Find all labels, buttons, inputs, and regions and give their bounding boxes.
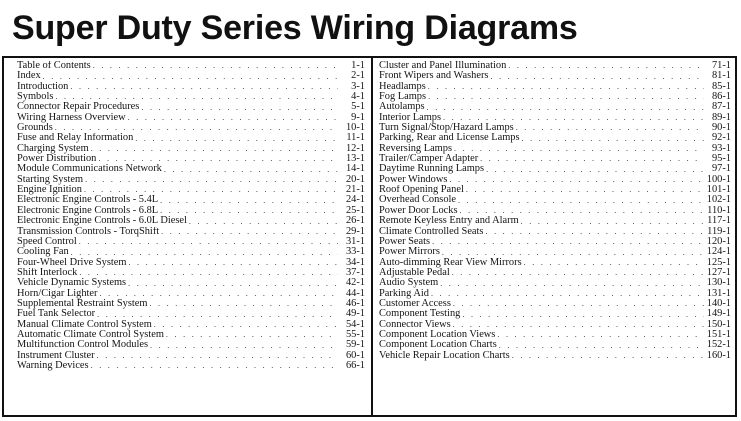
toc-leader-dots xyxy=(454,144,704,154)
toc-entry-title: Automatic Climate Control System xyxy=(17,329,164,340)
toc-entry-page: 12-1 xyxy=(345,143,365,154)
toc-entry-page: 20-1 xyxy=(345,174,365,185)
toc-entry[interactable] xyxy=(17,227,365,237)
toc-entry-title: Interior Lamps xyxy=(379,112,442,123)
toc-entry[interactable] xyxy=(17,278,365,288)
toc-leader-dots xyxy=(466,185,704,195)
toc-leader-dots xyxy=(160,206,338,216)
toc-entry-page: 33-1 xyxy=(345,247,365,258)
toc-entry-page: 3-1 xyxy=(351,81,365,92)
toc-entry[interactable] xyxy=(17,82,365,92)
toc-entry-page: 120-1 xyxy=(706,236,731,247)
toc-entry-title: Adjustable Pedal xyxy=(379,267,450,278)
toc-entry[interactable] xyxy=(17,133,365,143)
toc-entry-title: Power Door Locks xyxy=(379,205,458,216)
toc-entry-title: Instrument Cluster xyxy=(17,350,95,361)
toc-entry[interactable] xyxy=(17,185,365,195)
toc-entry[interactable] xyxy=(17,247,365,257)
toc-entry-page: 11-1 xyxy=(346,133,365,144)
toc-entry-title: Auto-dimming Rear View Mirrors xyxy=(379,257,522,268)
toc-entry-title: Electronic Engine Controls - 5.4L xyxy=(17,195,159,206)
toc-entry-page: 90-1 xyxy=(711,123,731,134)
toc-leader-dots xyxy=(128,279,338,289)
toc-leader-dots xyxy=(71,248,338,258)
toc-entry-page: 29-1 xyxy=(345,226,365,237)
toc-entry[interactable] xyxy=(379,154,731,164)
toc-entry-title: Horn/Cigar Lighter xyxy=(17,288,98,299)
toc-entry[interactable] xyxy=(17,268,365,278)
toc-entry-page: 31-1 xyxy=(345,236,365,247)
toc-entry-page: 127-1 xyxy=(706,267,731,278)
toc-entry[interactable] xyxy=(379,309,731,319)
toc-entry[interactable] xyxy=(17,320,365,330)
toc-leader-dots xyxy=(508,61,704,71)
toc-leader-dots xyxy=(161,227,338,237)
toc-entry-title: Connector Repair Procedures xyxy=(17,102,140,113)
toc-leader-dots xyxy=(516,123,704,133)
toc-entry[interactable] xyxy=(379,71,731,81)
toc-leader-dots xyxy=(443,113,704,123)
toc-entry-title: Remote Keyless Entry and Alarm xyxy=(379,216,519,227)
toc-leader-dots xyxy=(497,330,703,340)
toc-entry-page: 160-1 xyxy=(706,350,731,361)
toc-entry-title: Multifunction Control Modules xyxy=(17,340,149,351)
toc-entry[interactable] xyxy=(379,92,731,102)
toc-leader-dots xyxy=(499,341,704,351)
toc-entry-page: 95-1 xyxy=(711,154,731,165)
toc-entry-page: 93-1 xyxy=(711,143,731,154)
toc-leader-dots xyxy=(150,341,338,351)
toc-entry-title: Parking, Rear and License Lamps xyxy=(379,133,520,144)
toc-entry[interactable] xyxy=(17,102,365,112)
toc-leader-dots xyxy=(442,248,704,258)
toc-entry-title: Fog Lamps xyxy=(379,92,427,103)
toc-entry[interactable] xyxy=(17,216,365,226)
toc-entry[interactable] xyxy=(379,227,731,237)
toc-entry-page: 85-1 xyxy=(711,81,731,92)
toc-entry[interactable] xyxy=(379,351,731,361)
toc-entry-page: 102-1 xyxy=(706,195,731,206)
toc-entry-title: Turn Signal/Stop/Hazard Lamps xyxy=(379,123,514,134)
toc-entry-page: 101-1 xyxy=(706,185,731,196)
column-divider xyxy=(371,58,373,415)
toc-leader-dots xyxy=(490,72,704,82)
toc-entry-title: Grounds xyxy=(17,123,53,134)
toc-entry[interactable] xyxy=(379,82,731,92)
toc-leader-dots xyxy=(485,227,704,237)
toc-leader-dots xyxy=(160,196,338,206)
toc-entry-title: Autolamps xyxy=(379,102,425,113)
toc-entry-page: 42-1 xyxy=(345,278,365,289)
toc-entry[interactable] xyxy=(379,216,731,226)
toc-right-column xyxy=(379,61,731,361)
toc-entry-title: Component Testing xyxy=(379,309,461,320)
toc-entry-page: 117-1 xyxy=(707,216,731,227)
toc-leader-dots xyxy=(98,154,338,164)
toc-entry-title: Fuse and Relay Information xyxy=(17,133,134,144)
toc-entry-title: Daytime Running Lamps xyxy=(379,164,485,175)
toc-leader-dots xyxy=(449,175,703,185)
toc-entry-title: Introduction xyxy=(17,81,69,92)
toc-leader-dots xyxy=(149,299,338,309)
toc-entry[interactable] xyxy=(17,299,365,309)
toc-entry-page: 54-1 xyxy=(345,319,365,330)
toc-entry-page: 124-1 xyxy=(706,247,731,258)
toc-entry-page: 151-1 xyxy=(706,329,731,340)
toc-entry[interactable] xyxy=(17,113,365,123)
toc-entry-page: 152-1 xyxy=(706,340,731,351)
toc-entry-page: 97-1 xyxy=(711,164,731,175)
toc-entry[interactable] xyxy=(17,195,365,205)
toc-entry[interactable] xyxy=(379,268,731,278)
toc-leader-dots xyxy=(141,103,338,113)
toc-leader-dots xyxy=(453,320,704,330)
toc-leader-dots xyxy=(432,237,704,247)
toc-entry-page: 140-1 xyxy=(706,298,731,309)
toc-entry-title: Overhead Console xyxy=(379,195,457,206)
toc-entry[interactable] xyxy=(17,340,365,350)
toc-left-column xyxy=(17,61,365,371)
toc-entry[interactable] xyxy=(379,258,731,268)
toc-leader-dots xyxy=(97,351,338,361)
toc-entry[interactable] xyxy=(17,237,365,247)
toc-leader-dots xyxy=(43,72,338,82)
toc-leader-dots xyxy=(154,320,338,330)
toc-entry-title: Supplemental Restraint System xyxy=(17,298,148,309)
toc-entry-title: Trailer/Camper Adapter xyxy=(379,154,479,165)
toc-entry-title: Headlamps xyxy=(379,81,426,92)
toc-entry-title: Engine Ignition xyxy=(17,185,82,196)
toc-leader-dots xyxy=(428,82,704,92)
toc-entry[interactable] xyxy=(379,102,731,112)
toc-leader-dots xyxy=(462,310,703,320)
toc-entry-page: 37-1 xyxy=(345,267,365,278)
toc-entry-page: 1-1 xyxy=(351,61,365,71)
toc-entry-title: Wiring Harness Overview xyxy=(17,112,126,123)
toc-entry-page: 14-1 xyxy=(345,164,365,175)
toc-entry[interactable] xyxy=(379,113,731,123)
toc-entry-page: 86-1 xyxy=(711,92,731,103)
toc-entry-title: Customer Access xyxy=(379,298,451,309)
toc-entry-title: Power Windows xyxy=(379,174,448,185)
toc-leader-dots xyxy=(524,258,704,268)
toc-entry[interactable] xyxy=(17,61,365,71)
toc-leader-dots xyxy=(428,92,704,102)
toc-entry-page: 21-1 xyxy=(345,185,365,196)
toc-leader-dots xyxy=(91,144,338,154)
toc-leader-dots xyxy=(55,123,338,133)
toc-leader-dots xyxy=(480,154,704,164)
toc-leader-dots xyxy=(189,217,338,227)
toc-entry[interactable] xyxy=(379,144,731,154)
toc-entry-page: 26-1 xyxy=(345,216,365,227)
toc-entry[interactable] xyxy=(17,351,365,361)
toc-entry[interactable] xyxy=(17,123,365,133)
toc-entry[interactable] xyxy=(379,299,731,309)
toc-entry-page: 131-1 xyxy=(706,288,731,299)
toc-leader-dots xyxy=(97,310,338,320)
toc-entry[interactable] xyxy=(379,330,731,340)
toc-leader-dots xyxy=(100,289,338,299)
toc-entry-title: Vehicle Dynamic Systems xyxy=(17,278,127,289)
toc-entry-title: Vehicle Repair Location Charts xyxy=(379,350,510,361)
toc-entry[interactable] xyxy=(379,237,731,247)
toc-entry-page: 119-1 xyxy=(707,226,731,237)
toc-entry-page: 24-1 xyxy=(345,195,365,206)
toc-entry-page: 125-1 xyxy=(706,257,731,268)
toc-entry-title: Reversing Lamps xyxy=(379,143,453,154)
toc-leader-dots xyxy=(427,103,704,113)
toc-entry-title: Component Location Charts xyxy=(379,340,497,351)
toc-leader-dots xyxy=(84,185,338,195)
page-title: Super Duty Series Wiring Diagrams xyxy=(12,9,578,47)
toc-entry[interactable] xyxy=(17,144,365,154)
toc-entry[interactable] xyxy=(17,175,365,185)
toc-entry[interactable] xyxy=(379,164,731,174)
toc-entry-title: Fuel Tank Selector xyxy=(17,309,96,320)
toc-entry-title: Power Distribution xyxy=(17,154,97,165)
toc-entry-title: Front Wipers and Washers xyxy=(379,71,489,82)
toc-entry-page: 2-1 xyxy=(351,71,365,82)
toc-entry-page: 25-1 xyxy=(345,205,365,216)
toc-entry[interactable] xyxy=(379,289,731,299)
toc-leader-dots xyxy=(431,289,704,299)
toc-entry-title: Index xyxy=(17,71,41,82)
toc-entry-page: 59-1 xyxy=(345,340,365,351)
toc-leader-dots xyxy=(70,82,338,92)
toc-entry-page: 13-1 xyxy=(345,154,365,165)
toc-leader-dots xyxy=(79,268,338,278)
toc-entry-page: 89-1 xyxy=(711,112,731,123)
toc-leader-dots xyxy=(440,279,704,289)
toc-entry-title: Charging System xyxy=(17,143,89,154)
toc-entry-title: Cluster and Panel Illumination xyxy=(379,61,507,71)
toc-leader-dots xyxy=(453,299,704,309)
toc-entry-page: 66-1 xyxy=(345,360,365,371)
toc-entry[interactable] xyxy=(379,175,731,185)
toc-entry-title: Power Mirrors xyxy=(379,247,440,258)
toc-entry-page: 5-1 xyxy=(351,102,365,113)
toc-entry-title: Module Communications Network xyxy=(17,164,162,175)
toc-entry[interactable] xyxy=(17,164,365,174)
toc-entry-title: Roof Opening Panel xyxy=(379,185,464,196)
toc-entry-page: 100-1 xyxy=(706,174,731,185)
table-of-contents xyxy=(2,56,737,417)
toc-entry-page: 71-1 xyxy=(711,61,731,71)
toc-entry-title: Manual Climate Control System xyxy=(17,319,152,330)
toc-leader-dots xyxy=(486,165,704,175)
toc-entry-page: 81-1 xyxy=(711,71,731,82)
toc-leader-dots xyxy=(522,134,704,144)
toc-leader-dots xyxy=(55,92,338,102)
toc-entry[interactable] xyxy=(379,123,731,133)
toc-leader-dots xyxy=(521,217,704,227)
toc-entry[interactable] xyxy=(379,278,731,288)
toc-entry-page: 87-1 xyxy=(711,102,731,113)
toc-entry[interactable] xyxy=(379,247,731,257)
toc-entry-title: Parking Aid xyxy=(379,288,429,299)
toc-entry-page: 4-1 xyxy=(351,92,365,103)
toc-leader-dots xyxy=(458,196,704,206)
toc-leader-dots xyxy=(164,165,338,175)
toc-entry-page: 10-1 xyxy=(345,123,365,134)
toc-entry-title: Table of Contents xyxy=(17,61,91,71)
toc-entry-title: Component Location Views xyxy=(379,329,496,340)
toc-entry-page: 44-1 xyxy=(345,288,365,299)
toc-leader-dots xyxy=(91,361,338,371)
toc-leader-dots xyxy=(79,237,338,247)
toc-entry-page: 110-1 xyxy=(707,205,731,216)
toc-leader-dots xyxy=(460,206,705,216)
toc-entry[interactable] xyxy=(17,71,365,81)
toc-leader-dots xyxy=(135,134,338,144)
toc-entry-title: Electronic Engine Controls - 6.0L Diesel xyxy=(17,216,187,227)
toc-entry[interactable] xyxy=(17,258,365,268)
toc-leader-dots xyxy=(128,258,338,268)
toc-entry-title: Transmission Controls - TorqShift xyxy=(17,226,160,237)
toc-entry[interactable] xyxy=(17,289,365,299)
toc-entry-title: Cooling Fan xyxy=(17,247,69,258)
toc-entry-title: Symbols xyxy=(17,92,54,103)
toc-entry[interactable] xyxy=(17,309,365,319)
toc-entry-title: Audio System xyxy=(379,278,439,289)
toc-entry[interactable] xyxy=(17,206,365,216)
toc-leader-dots xyxy=(128,113,338,123)
toc-entry-page: 9-1 xyxy=(351,112,365,123)
toc-entry[interactable] xyxy=(17,92,365,102)
toc-entry[interactable] xyxy=(379,340,731,350)
toc-entry[interactable] xyxy=(17,330,365,340)
toc-entry-page: 130-1 xyxy=(706,278,731,289)
toc-entry-page: 60-1 xyxy=(345,350,365,361)
toc-leader-dots xyxy=(452,268,704,278)
toc-entry-title: Four-Wheel Drive System xyxy=(17,257,127,268)
toc-entry-title: Connector Views xyxy=(379,319,451,330)
toc-entry-title: Shift Interlock xyxy=(17,267,78,278)
toc-entry-title: Electronic Engine Controls - 6.8L xyxy=(17,205,159,216)
toc-entry[interactable] xyxy=(379,320,731,330)
toc-entry-title: Power Seats xyxy=(379,236,431,247)
toc-entry-page: 150-1 xyxy=(706,319,731,330)
toc-entry-title: Starting System xyxy=(17,174,84,185)
toc-leader-dots xyxy=(85,175,338,185)
toc-entry[interactable] xyxy=(379,206,731,216)
title-bar xyxy=(2,2,736,54)
toc-entry-page: 149-1 xyxy=(706,309,731,320)
toc-entry[interactable] xyxy=(17,154,365,164)
toc-entry[interactable] xyxy=(379,61,731,71)
toc-entry-page: 55-1 xyxy=(345,329,365,340)
toc-entry-page: 92-1 xyxy=(711,133,731,144)
toc-entry-page: 34-1 xyxy=(345,257,365,268)
toc-entry-title: Speed Control xyxy=(17,236,77,247)
toc-leader-dots xyxy=(166,330,338,340)
toc-entry[interactable] xyxy=(379,133,731,143)
toc-leader-dots xyxy=(512,351,704,361)
toc-entry-title: Warning Devices xyxy=(17,360,89,371)
toc-entry[interactable] xyxy=(17,361,365,371)
toc-entry-page: 49-1 xyxy=(345,309,365,320)
toc-entry-page: 46-1 xyxy=(345,298,365,309)
toc-entry-title: Climate Controlled Seats xyxy=(379,226,484,237)
toc-leader-dots xyxy=(93,61,338,71)
toc-entry[interactable] xyxy=(379,185,731,195)
toc-entry[interactable] xyxy=(379,195,731,205)
